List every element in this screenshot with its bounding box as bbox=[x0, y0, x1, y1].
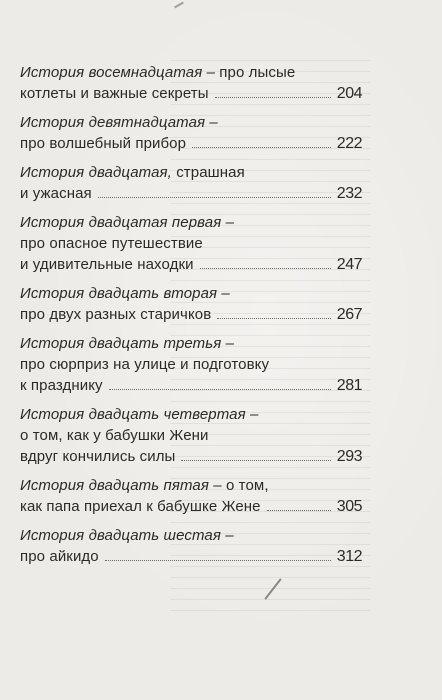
toc-entry-line bbox=[20, 183, 362, 204]
toc-entry-text bbox=[20, 183, 92, 204]
toc-entry-line bbox=[20, 496, 362, 517]
toc-entry bbox=[20, 525, 362, 567]
table-of-contents bbox=[20, 62, 362, 575]
story-description: к празднику bbox=[20, 377, 103, 394]
toc-entry-line bbox=[20, 546, 362, 567]
toc-entry-text bbox=[20, 335, 234, 352]
toc-entry-line bbox=[20, 404, 362, 425]
story-description: – о том, bbox=[208, 477, 269, 494]
story-description: про двух разных старичков bbox=[20, 306, 212, 323]
story-title-italic: История двадцатая, bbox=[20, 164, 172, 181]
dot-leader bbox=[215, 96, 331, 98]
toc-entry-line bbox=[20, 162, 362, 183]
toc-entry-line bbox=[20, 375, 362, 396]
story-title-italic: История восемнадцатая bbox=[20, 64, 203, 81]
toc-entry-text bbox=[20, 214, 234, 231]
toc-entry-line bbox=[20, 233, 362, 254]
dot-leader bbox=[200, 267, 331, 269]
toc-entry-line bbox=[20, 83, 362, 104]
story-description: о том, как у бабушки Жени bbox=[20, 427, 209, 444]
story-description: – про лысые bbox=[202, 64, 296, 81]
page-number: 267 bbox=[336, 306, 362, 323]
toc-entry-line bbox=[20, 525, 362, 546]
toc-entry bbox=[20, 475, 362, 517]
dot-leader bbox=[105, 559, 331, 561]
toc-entry-text bbox=[20, 164, 245, 181]
toc-entry-text bbox=[20, 304, 211, 325]
story-title-italic: История двадцать вторая – bbox=[20, 285, 230, 302]
story-description: и ужасная bbox=[20, 185, 92, 202]
toc-entry-line bbox=[20, 283, 362, 304]
story-description: про айкидо bbox=[20, 548, 99, 565]
toc-entry-line bbox=[20, 354, 362, 375]
dot-leader bbox=[267, 509, 331, 511]
page-number: 281 bbox=[336, 377, 362, 394]
page-number: 232 bbox=[336, 185, 362, 202]
dot-leader bbox=[217, 317, 331, 319]
toc-entry bbox=[20, 62, 362, 104]
toc-entry bbox=[20, 333, 362, 396]
dot-leader bbox=[109, 388, 331, 390]
toc-entry-text bbox=[20, 496, 261, 517]
page-number: 293 bbox=[336, 448, 362, 465]
dot-leader bbox=[192, 146, 331, 148]
toc-entry-line bbox=[20, 112, 362, 133]
toc-entry-text bbox=[20, 64, 295, 81]
toc-entry-line bbox=[20, 425, 362, 446]
toc-entry-text bbox=[20, 133, 186, 154]
toc-entry-line bbox=[20, 475, 362, 496]
toc-entry-line bbox=[20, 446, 362, 467]
toc-entry bbox=[20, 112, 362, 154]
toc-entry-text bbox=[20, 235, 203, 252]
toc-entry-text bbox=[20, 406, 258, 423]
toc-entry-text bbox=[20, 285, 230, 302]
page-number: 305 bbox=[336, 498, 362, 515]
dot-leader bbox=[181, 459, 330, 461]
dot-leader bbox=[98, 196, 331, 198]
story-description: как папа приехал к бабушке Жене bbox=[20, 498, 261, 515]
toc-entry-line bbox=[20, 133, 362, 154]
story-title-italic: История двадцать четвертая – bbox=[20, 406, 259, 423]
story-description: и удивительные находки bbox=[20, 256, 194, 273]
toc-entry-text bbox=[20, 114, 218, 131]
toc-entry bbox=[20, 212, 362, 275]
story-description: вдруг кончились силы bbox=[20, 448, 176, 465]
toc-entry-line bbox=[20, 212, 362, 233]
toc-entry-text bbox=[20, 254, 194, 275]
toc-entry-line bbox=[20, 304, 362, 325]
toc-entry-text bbox=[20, 477, 269, 494]
page-number: 204 bbox=[336, 85, 362, 102]
toc-entry-line bbox=[20, 254, 362, 275]
page-number: 247 bbox=[336, 256, 362, 273]
story-title-italic: История двадцать третья – bbox=[20, 335, 235, 352]
story-description: котлеты и важные секреты bbox=[20, 85, 209, 102]
story-title-italic: История двадцатая первая – bbox=[20, 214, 235, 231]
toc-entry-text bbox=[20, 446, 175, 467]
story-description: про опасное путешествие bbox=[20, 235, 203, 252]
story-description: страшная bbox=[171, 164, 245, 181]
toc-entry bbox=[20, 162, 362, 204]
toc-entry-text bbox=[20, 375, 103, 396]
page-number: 312 bbox=[336, 548, 362, 565]
story-description: про волшебный прибор bbox=[20, 135, 187, 152]
toc-entry bbox=[20, 283, 362, 325]
toc-entry-line bbox=[20, 62, 362, 83]
toc-entry-line bbox=[20, 333, 362, 354]
story-title-italic: История двадцать пятая bbox=[20, 477, 209, 494]
story-title-italic: История девятнадцатая – bbox=[20, 114, 218, 131]
toc-entry-text bbox=[20, 546, 99, 567]
toc-entry bbox=[20, 404, 362, 467]
page-number: 222 bbox=[336, 135, 362, 152]
toc-entry-text bbox=[20, 356, 269, 373]
toc-entry-text bbox=[20, 83, 209, 104]
pencil-mark bbox=[174, 2, 184, 9]
story-description: про сюрприз на улице и подготовку bbox=[20, 356, 270, 373]
toc-entry-text bbox=[20, 427, 209, 444]
toc-entry-text bbox=[20, 527, 234, 544]
story-title-italic: История двадцать шестая – bbox=[20, 527, 234, 544]
